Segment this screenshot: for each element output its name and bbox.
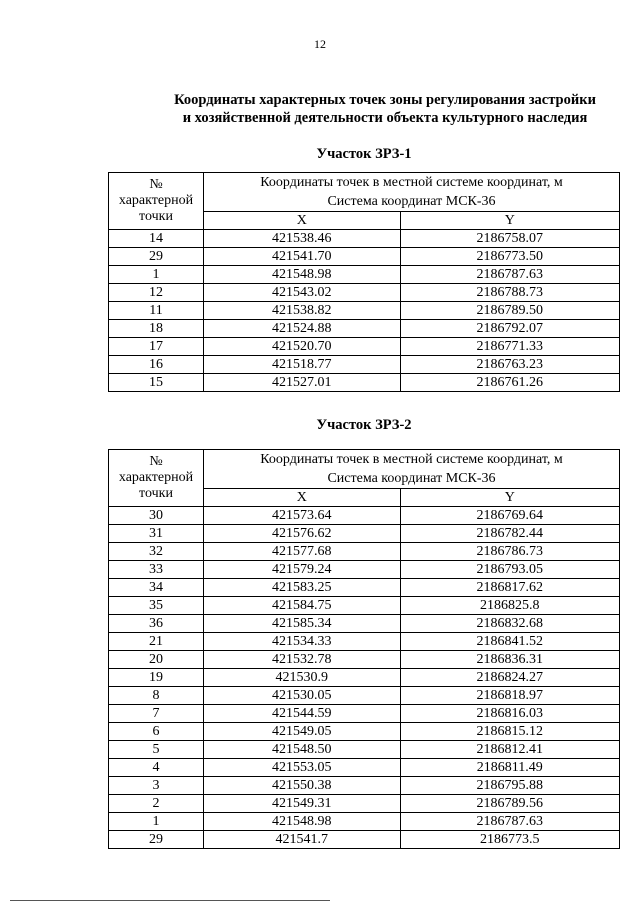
table-row (109, 633, 620, 651)
section-heading-zrz-2: Участок ЗРЗ-2 (316, 417, 412, 433)
table-row (109, 831, 620, 849)
table-row (109, 723, 620, 741)
title-line-1: Координаты характерных точек зоны регулирования застройки (174, 92, 596, 108)
x-coordinate-cell: 421538.46 (204, 230, 401, 248)
table-row (109, 813, 620, 831)
document-title (150, 91, 620, 127)
point-number-header (109, 450, 204, 507)
point-number-header (109, 173, 204, 230)
table-row (109, 687, 620, 705)
point-number-cell: 35 (109, 597, 204, 615)
y-coordinate-cell: 2186763.23 (400, 356, 619, 374)
coordinates-header-line-1: Координаты точек в местной системе координат, м (260, 175, 563, 190)
coordinates-table-zrz-1 (108, 172, 620, 392)
y-coordinate-cell: 2186773.50 (400, 248, 619, 266)
x-coordinate-cell: 421585.34 (204, 615, 401, 633)
x-coordinate-cell: 421527.01 (204, 374, 401, 392)
table-row (109, 374, 620, 392)
y-coordinate-cell: 2186795.88 (400, 777, 619, 795)
x-coordinate-cell: 421524.88 (204, 320, 401, 338)
x-coordinate-cell: 421576.62 (204, 525, 401, 543)
y-coordinate-cell: 2186832.68 (400, 615, 619, 633)
point-number-cell: 17 (109, 338, 204, 356)
point-number-cell: 36 (109, 615, 204, 633)
coordinates-header (204, 173, 620, 212)
point-number-cell: 21 (109, 633, 204, 651)
point-number-cell: 29 (109, 831, 204, 849)
table-row (109, 669, 620, 687)
y-column-header: Y (400, 212, 619, 230)
x-coordinate-cell: 421548.50 (204, 741, 401, 759)
x-coordinate-cell: 421538.82 (204, 302, 401, 320)
x-coordinate-cell: 421573.64 (204, 507, 401, 525)
x-coordinate-cell: 421549.31 (204, 795, 401, 813)
table-row (109, 759, 620, 777)
table-row (109, 338, 620, 356)
x-coordinate-cell: 421544.59 (204, 705, 401, 723)
y-coordinate-cell: 2186824.27 (400, 669, 619, 687)
coordinates-table-zrz-2 (108, 449, 620, 849)
y-coordinate-cell: 2186793.05 (400, 561, 619, 579)
table-row (109, 284, 620, 302)
table-row (109, 266, 620, 284)
x-coordinate-cell: 421530.9 (204, 669, 401, 687)
table-row (109, 651, 620, 669)
point-number-cell: 4 (109, 759, 204, 777)
point-number-cell: 5 (109, 741, 204, 759)
table-row (109, 320, 620, 338)
point-number-cell: 7 (109, 705, 204, 723)
point-header-line: характерной (118, 470, 194, 485)
x-coordinate-cell: 421579.24 (204, 561, 401, 579)
x-coordinate-cell: 421550.38 (204, 777, 401, 795)
page-number: 12 (314, 37, 326, 51)
point-number-cell: 1 (109, 813, 204, 831)
y-coordinate-cell: 2186836.31 (400, 651, 619, 669)
point-number-cell: 31 (109, 525, 204, 543)
y-coordinate-cell: 2186792.07 (400, 320, 619, 338)
table-row (109, 579, 620, 597)
x-coordinate-cell: 421532.78 (204, 651, 401, 669)
point-number-cell: 33 (109, 561, 204, 579)
table-row (109, 356, 620, 374)
point-number-cell: 15 (109, 374, 204, 392)
y-coordinate-cell: 2186789.50 (400, 302, 619, 320)
point-number-cell: 1 (109, 266, 204, 284)
point-number-cell: 34 (109, 579, 204, 597)
table-row (109, 525, 620, 543)
x-coordinate-cell: 421548.98 (204, 266, 401, 284)
point-number-cell: 6 (109, 723, 204, 741)
coordinates-header-line-1: Координаты точек в местной системе координат, м (260, 452, 563, 467)
x-coordinate-cell: 421541.7 (204, 831, 401, 849)
title-line-2: и хозяйственной деятельности объекта культурного наследия (182, 110, 588, 126)
point-number-cell: 32 (109, 543, 204, 561)
y-coordinate-cell: 2186787.63 (400, 813, 619, 831)
table-row (109, 777, 620, 795)
y-coordinate-cell: 2186812.41 (400, 741, 619, 759)
point-header-line: точки (139, 486, 173, 501)
point-number-cell: 30 (109, 507, 204, 525)
coordinates-header (204, 450, 620, 489)
point-number-cell: 2 (109, 795, 204, 813)
table-row (109, 705, 620, 723)
y-coordinate-cell: 2186786.73 (400, 543, 619, 561)
y-coordinate-cell: 2186841.52 (400, 633, 619, 651)
coordinates-header-line-2: Система координат МСК-36 (327, 471, 496, 486)
y-coordinate-cell: 2186771.33 (400, 338, 619, 356)
point-header-line: характерной (118, 193, 194, 208)
x-coordinate-cell: 421549.05 (204, 723, 401, 741)
x-coordinate-cell: 421577.68 (204, 543, 401, 561)
point-number-cell: 16 (109, 356, 204, 374)
point-number-cell: 20 (109, 651, 204, 669)
y-coordinate-cell: 2186789.56 (400, 795, 619, 813)
point-number-cell: 8 (109, 687, 204, 705)
y-column-header: Y (400, 489, 619, 507)
table-row (109, 302, 620, 320)
y-coordinate-cell: 2186788.73 (400, 284, 619, 302)
section-heading-zrz-1: Участок ЗРЗ-1 (316, 146, 412, 162)
y-coordinate-cell: 2186761.26 (400, 374, 619, 392)
x-coordinate-cell: 421541.70 (204, 248, 401, 266)
point-number-cell: 29 (109, 248, 204, 266)
y-coordinate-cell: 2186825.8 (400, 597, 619, 615)
point-number-cell: 3 (109, 777, 204, 795)
y-coordinate-cell: 2186811.49 (400, 759, 619, 777)
x-coordinate-cell: 421543.02 (204, 284, 401, 302)
point-number-cell: 19 (109, 669, 204, 687)
coordinates-header-line-2: Система координат МСК-36 (327, 194, 496, 209)
y-coordinate-cell: 2186817.62 (400, 579, 619, 597)
y-coordinate-cell: 2186773.5 (400, 831, 619, 849)
point-header-line: № (149, 454, 163, 469)
y-coordinate-cell: 2186758.07 (400, 230, 619, 248)
point-number-cell: 11 (109, 302, 204, 320)
x-column-header: X (204, 489, 401, 507)
x-coordinate-cell: 421520.70 (204, 338, 401, 356)
y-coordinate-cell: 2186816.03 (400, 705, 619, 723)
table-row (109, 741, 620, 759)
y-coordinate-cell: 2186769.64 (400, 507, 619, 525)
table-row (109, 543, 620, 561)
x-coordinate-cell: 421534.33 (204, 633, 401, 651)
x-coordinate-cell: 421530.05 (204, 687, 401, 705)
x-coordinate-cell: 421583.25 (204, 579, 401, 597)
x-coordinate-cell: 421553.05 (204, 759, 401, 777)
point-header-line: № (149, 177, 163, 192)
y-coordinate-cell: 2186815.12 (400, 723, 619, 741)
table-row (109, 507, 620, 525)
x-coordinate-cell: 421548.98 (204, 813, 401, 831)
point-number-cell: 12 (109, 284, 204, 302)
footer-rule (10, 900, 330, 901)
y-coordinate-cell: 2186787.63 (400, 266, 619, 284)
table-row (109, 561, 620, 579)
x-coordinate-cell: 421518.77 (204, 356, 401, 374)
x-column-header: X (204, 212, 401, 230)
y-coordinate-cell: 2186818.97 (400, 687, 619, 705)
x-coordinate-cell: 421584.75 (204, 597, 401, 615)
table-row (109, 615, 620, 633)
y-coordinate-cell: 2186782.44 (400, 525, 619, 543)
table-row (109, 248, 620, 266)
table-row (109, 795, 620, 813)
table-row (109, 230, 620, 248)
point-number-cell: 18 (109, 320, 204, 338)
table-row (109, 597, 620, 615)
point-header-line: точки (139, 209, 173, 224)
point-number-cell: 14 (109, 230, 204, 248)
